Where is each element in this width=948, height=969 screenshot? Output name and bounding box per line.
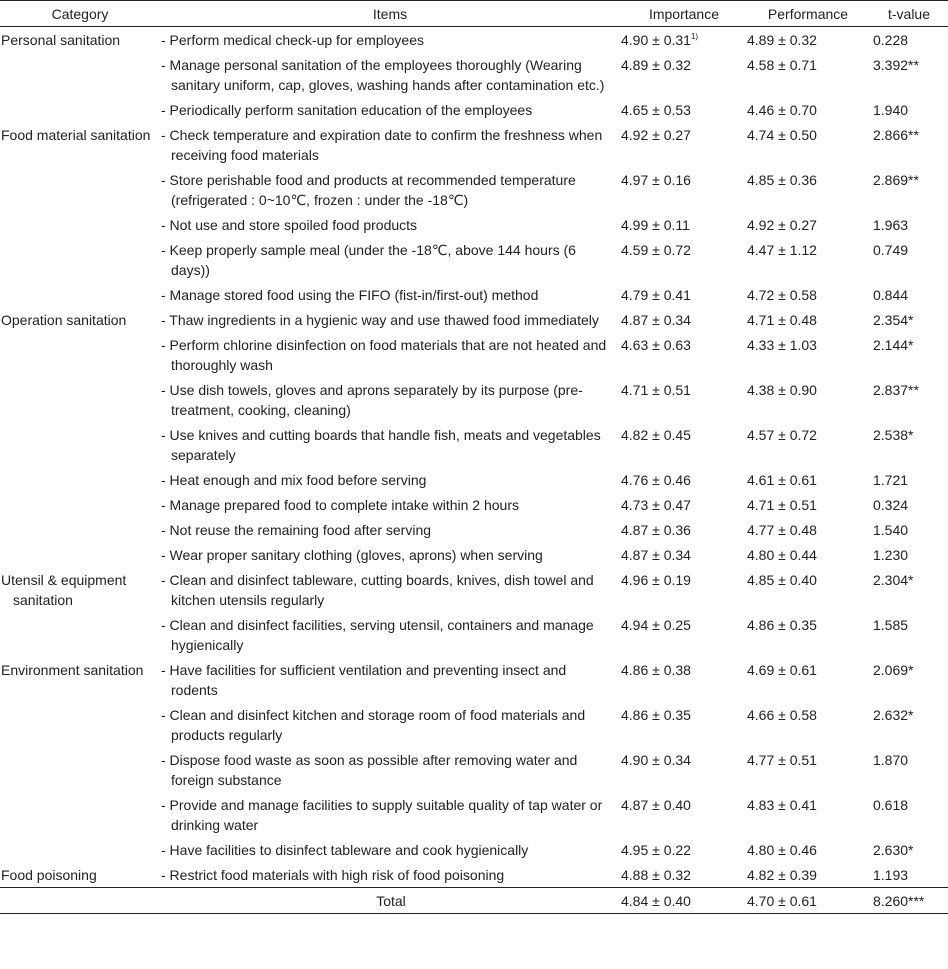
category-cell <box>0 862 159 888</box>
performance-value: 4.58 ± 0.71 <box>747 57 817 73</box>
importance-cell <box>621 422 747 467</box>
performance-value: 4.85 ± 0.36 <box>747 172 817 188</box>
importance-value: 4.82 ± 0.45 <box>621 427 691 443</box>
total-row <box>0 888 948 914</box>
total-label: Total <box>159 888 621 914</box>
tvalue-value: 1.870 <box>873 752 909 768</box>
performance-value: 4.80 ± 0.46 <box>747 842 817 858</box>
tvalue-value: 3.392** <box>873 57 919 73</box>
table-row <box>0 702 948 747</box>
total-tvalue: 8.260*** <box>869 888 948 914</box>
tvalue-value: 2.837** <box>873 382 919 398</box>
performance-value: 4.71 ± 0.51 <box>747 497 817 513</box>
item-cell <box>159 167 621 212</box>
performance-value: 4.77 ± 0.51 <box>747 752 817 768</box>
table-row <box>0 167 948 212</box>
tvalue-value: 0.228 <box>873 32 909 48</box>
importance-value: 4.92 ± 0.27 <box>621 127 691 143</box>
category-cell <box>0 332 159 377</box>
category-cell <box>0 747 159 792</box>
table-row <box>0 862 948 888</box>
performance-value: 4.89 ± 0.32 <box>747 32 817 48</box>
importance-cell <box>621 282 747 307</box>
header-performance: Performance <box>747 1 869 27</box>
importance-value: 4.96 ± 0.19 <box>621 572 691 588</box>
item-cell <box>159 862 621 888</box>
importance-cell <box>621 792 747 837</box>
item-label: - Perform medical check-up for employees <box>161 32 424 48</box>
table-row <box>0 467 948 492</box>
performance-value: 4.57 ± 0.72 <box>747 427 817 443</box>
importance-value: 4.86 ± 0.35 <box>621 707 691 723</box>
performance-value: 4.61 ± 0.61 <box>747 472 817 488</box>
tvalue-value: 2.869** <box>873 172 919 188</box>
performance-value: 4.74 ± 0.50 <box>747 127 817 143</box>
item-cell <box>159 702 621 747</box>
importance-value: 4.87 ± 0.36 <box>621 522 691 538</box>
table-row <box>0 212 948 237</box>
importance-cell <box>621 122 747 167</box>
importance-value: 4.65 ± 0.53 <box>621 102 691 118</box>
table-row <box>0 52 948 97</box>
item-label: - Heat enough and mix food before serving <box>161 472 427 488</box>
table-row <box>0 422 948 467</box>
tvalue-value: 2.304* <box>873 572 914 588</box>
table-body <box>0 27 948 914</box>
tvalue-value: 1.721 <box>873 472 909 488</box>
category-cell <box>0 97 159 122</box>
category-label: Food poisoning <box>1 867 97 883</box>
table-row <box>0 542 948 567</box>
item-cell <box>159 97 621 122</box>
table-row <box>0 492 948 517</box>
tvalue-value: 1.940 <box>873 102 909 118</box>
importance-value: 4.59 ± 0.72 <box>621 242 691 258</box>
table-row <box>0 282 948 307</box>
performance-value: 4.47 ± 1.12 <box>747 242 817 258</box>
importance-value: 4.76 ± 0.46 <box>621 472 691 488</box>
item-cell <box>159 837 621 862</box>
category-cell <box>0 212 159 237</box>
item-label: - Have facilities to disinfect tableware and cook hygienically <box>161 842 529 858</box>
category-label: Personal sanitation <box>1 32 121 48</box>
item-label: - Use knives and cutting boards that handle fish, meats and vegetables separately <box>161 427 601 463</box>
item-cell <box>159 467 621 492</box>
item-cell <box>159 237 621 282</box>
importance-value: 4.87 ± 0.34 <box>621 547 691 563</box>
importance-cell <box>621 52 747 97</box>
table-row <box>0 27 948 53</box>
total-performance: 4.70 ± 0.61 <box>747 888 869 914</box>
category-cell <box>0 612 159 657</box>
category-cell <box>0 837 159 862</box>
category-cell <box>0 122 159 167</box>
importance-value: 4.79 ± 0.41 <box>621 287 691 303</box>
performance-value: 4.80 ± 0.44 <box>747 547 817 563</box>
performance-value: 4.72 ± 0.58 <box>747 287 817 303</box>
category-cell <box>0 657 159 702</box>
category-cell <box>0 517 159 542</box>
item-label: - Clean and disinfect tableware, cutting boards, knives, dish towel and kitchen utensils regularly <box>161 572 594 608</box>
importance-value: 4.86 ± 0.38 <box>621 662 691 678</box>
category-cell <box>0 567 159 612</box>
item-label: - Manage personal sanitation of the employees thoroughly (Wearing sanitary uniform, cap, gloves, washing hands after contamination etc.) <box>161 57 605 93</box>
tvalue-value: 0.618 <box>873 797 909 813</box>
item-label: - Clean and disinfect kitchen and storage room of food materials and products regularly <box>161 707 586 743</box>
performance-value: 4.66 ± 0.58 <box>747 707 817 723</box>
item-label: - Not use and store spoiled food products <box>161 217 418 233</box>
importance-cell <box>621 567 747 612</box>
importance-cell <box>621 27 747 53</box>
item-cell <box>159 517 621 542</box>
performance-value: 4.92 ± 0.27 <box>747 217 817 233</box>
item-label: - Have facilities for sufficient ventilation and preventing insect and rodents <box>161 662 567 698</box>
category-cell <box>0 27 159 53</box>
importance-value: 4.89 ± 0.32 <box>621 57 691 73</box>
importance-cell <box>621 837 747 862</box>
performance-value: 4.86 ± 0.35 <box>747 617 817 633</box>
performance-value: 4.46 ± 0.70 <box>747 102 817 118</box>
tvalue-value: 1.193 <box>873 867 909 883</box>
tvalue-value: 2.538* <box>873 427 914 443</box>
importance-value: 4.87 ± 0.40 <box>621 797 691 813</box>
tvalue-value: 2.630* <box>873 842 914 858</box>
tvalue-value: 2.866** <box>873 127 919 143</box>
header-category: Category <box>0 1 159 27</box>
performance-value: 4.85 ± 0.40 <box>747 572 817 588</box>
item-label: - Not reuse the remaining food after serving <box>161 522 432 538</box>
importance-cell <box>621 332 747 377</box>
importance-cell <box>621 612 747 657</box>
item-label: - Use dish towels, gloves and aprons separately by its purpose (pre-treatment, cooking, cleaning) <box>161 382 583 418</box>
category-cell <box>0 377 159 422</box>
importance-value: 4.73 ± 0.47 <box>621 497 691 513</box>
table-row <box>0 332 948 377</box>
tvalue-value: 2.354* <box>873 312 914 328</box>
category-cell <box>0 422 159 467</box>
tvalue-value: 0.844 <box>873 287 909 303</box>
item-label: - Manage stored food using the FIFO (fist-in/first-out) method <box>161 287 539 303</box>
item-cell <box>159 377 621 422</box>
category-cell <box>0 52 159 97</box>
category-cell <box>0 307 159 332</box>
table-row <box>0 747 948 792</box>
importance-cell <box>621 657 747 702</box>
importance-cell <box>621 307 747 332</box>
category-cell <box>0 702 159 747</box>
importance-cell <box>621 212 747 237</box>
importance-cell <box>621 517 747 542</box>
category-label: Operation sanitation <box>1 312 127 328</box>
item-label: - Store perishable food and products at recommended temperature (refrigerated : 0~10℃, frozen : under the -18℃) <box>161 172 576 208</box>
item-cell <box>159 332 621 377</box>
category-cell <box>0 282 159 307</box>
table-row <box>0 567 948 612</box>
item-label: - Restrict food materials with high risk of food poisoning <box>161 867 505 883</box>
category-cell <box>0 542 159 567</box>
table-row <box>0 122 948 167</box>
importance-cell <box>621 542 747 567</box>
importance-cell <box>621 237 747 282</box>
category-label: Food material sanitation <box>1 127 151 143</box>
item-label: - Clean and disinfect facilities, serving utensil, containers and manage hygienically <box>161 617 594 653</box>
item-label: - Check temperature and expiration date to confirm the freshness when receiving food materials <box>161 127 603 163</box>
importance-cell <box>621 862 747 888</box>
item-label: - Keep properly sample meal (under the -18℃, above 144 hours (6 days)) <box>161 242 576 278</box>
item-cell <box>159 122 621 167</box>
table-row <box>0 517 948 542</box>
category-cell <box>0 237 159 282</box>
item-cell <box>159 747 621 792</box>
importance-cell <box>621 702 747 747</box>
item-label: - Perform chlorine disinfection on food materials that are not heated and thoroughly wash <box>161 337 607 373</box>
importance-value: 4.87 ± 0.34 <box>621 312 691 328</box>
total-category-cell <box>0 888 159 914</box>
performance-value: 4.33 ± 1.03 <box>747 337 817 353</box>
item-cell <box>159 657 621 702</box>
importance-cell <box>621 167 747 212</box>
importance-cell <box>621 747 747 792</box>
item-cell <box>159 567 621 612</box>
tvalue-value: 0.749 <box>873 242 909 258</box>
category-cell <box>0 792 159 837</box>
tvalue-value: 2.144* <box>873 337 914 353</box>
item-label: - Manage prepared food to complete intake within 2 hours <box>161 497 519 513</box>
importance-value: 4.97 ± 0.16 <box>621 172 691 188</box>
tvalue-value: 1.230 <box>873 547 909 563</box>
importance-value: 4.63 ± 0.63 <box>621 337 691 353</box>
item-label: - Periodically perform sanitation education of the employees <box>161 102 533 118</box>
item-label: - Wear proper sanitary clothing (gloves, aprons) when serving <box>161 547 543 563</box>
performance-value: 4.71 ± 0.48 <box>747 312 817 328</box>
category-label: Utensil & equipment sanitation <box>1 572 127 608</box>
item-cell <box>159 492 621 517</box>
item-cell <box>159 212 621 237</box>
importance-value: 4.99 ± 0.11 <box>621 217 690 233</box>
item-cell <box>159 792 621 837</box>
tvalue-value: 2.632* <box>873 707 914 723</box>
item-cell <box>159 612 621 657</box>
performance-value: 4.83 ± 0.41 <box>747 797 817 813</box>
tvalue-value: 1.963 <box>873 217 909 233</box>
performance-value: 4.77 ± 0.48 <box>747 522 817 538</box>
item-cell <box>159 52 621 97</box>
importance-value: 4.95 ± 0.22 <box>621 842 691 858</box>
item-cell <box>159 542 621 567</box>
importance-value: 4.88 ± 0.32 <box>621 867 691 883</box>
performance-value: 4.69 ± 0.61 <box>747 662 817 678</box>
importance-value: 4.90 ± 0.34 <box>621 752 691 768</box>
header-importance: Importance <box>621 1 747 27</box>
importance-cell <box>621 377 747 422</box>
tvalue-value: 0.324 <box>873 497 909 513</box>
tvalue-value: 1.585 <box>873 617 909 633</box>
importance-cell <box>621 97 747 122</box>
importance-value: 4.71 ± 0.51 <box>621 382 691 398</box>
performance-value: 4.82 ± 0.39 <box>747 867 817 883</box>
item-cell <box>159 282 621 307</box>
category-cell <box>0 467 159 492</box>
item-label: - Provide and manage facilities to supply suitable quality of tap water or drinking water <box>161 797 603 833</box>
importance-cell <box>621 492 747 517</box>
item-cell <box>159 27 621 53</box>
category-label: Environment sanitation <box>1 662 144 678</box>
importance-cell <box>621 467 747 492</box>
footnote-marker: 1) <box>690 32 699 41</box>
performance-value: 4.38 ± 0.90 <box>747 382 817 398</box>
category-cell <box>0 167 159 212</box>
header-row <box>0 1 948 27</box>
item-cell <box>159 422 621 467</box>
importance-value: 4.94 ± 0.25 <box>621 617 691 633</box>
tvalue-value: 1.540 <box>873 522 909 538</box>
item-label: - Dispose food waste as soon as possible after removing water and foreign substance <box>161 752 578 788</box>
table-row <box>0 792 948 837</box>
tvalue-value: 2.069* <box>873 662 914 678</box>
table-row <box>0 97 948 122</box>
table-row <box>0 657 948 702</box>
table-row <box>0 307 948 332</box>
total-importance: 4.84 ± 0.40 <box>621 888 747 914</box>
item-cell <box>159 307 621 332</box>
importance-value: 4.90 ± 0.31 <box>621 32 691 48</box>
table-row <box>0 377 948 422</box>
table-row <box>0 237 948 282</box>
header-tvalue: t-value <box>869 1 948 27</box>
category-cell <box>0 492 159 517</box>
table-row <box>0 837 948 862</box>
item-label: - Thaw ingredients in a hygienic way and use thawed food immediately <box>161 312 599 328</box>
header-items: Items <box>159 1 621 27</box>
table-row <box>0 612 948 657</box>
